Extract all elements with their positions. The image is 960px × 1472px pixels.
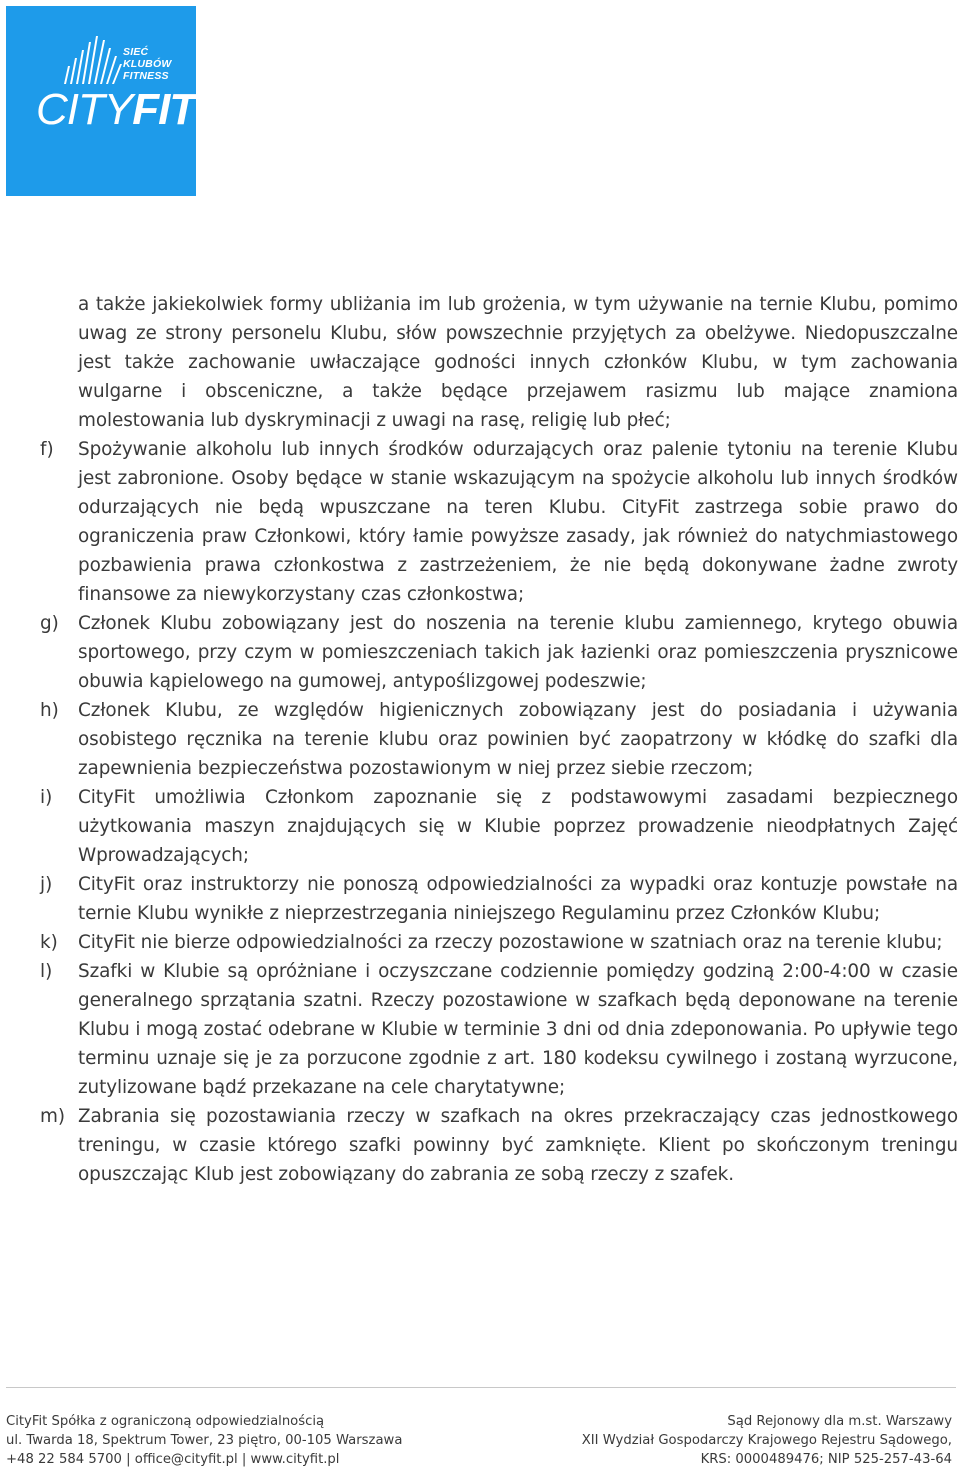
regulation-body — [40, 290, 958, 1189]
list-item-h — [40, 696, 958, 783]
logo-line-3: FITNESS — [123, 70, 169, 82]
list-item-m — [40, 1102, 958, 1189]
list-item-g — [40, 609, 958, 696]
list-item-text: Szafki w Klubie są opróżniane i oczyszczane codziennie pomiędzy godziną 2:00-4:00 w czasie generalnego sprzątania szatni. Rzeczy pozostawione w szafkach będą deponowane na terenie Klubu i mogą zostać odebrane w Klubie w terminie 3 dni od dnia zdeponowania. Po upływie tego terminu uznaje się je za porzucone zgodnie z art. 180 kodeksu cywilnego i zostaną wyrzucone, zutylizowane bądź przekazane na cele charytatywne; — [78, 961, 958, 1098]
footer-company-name: CityFit Spółka z ograniczoną odpowiedzialnością — [6, 1414, 325, 1429]
cityfit-logo — [6, 6, 196, 196]
list-marker: l) — [40, 961, 53, 982]
list-item-j — [40, 870, 958, 928]
footer-address: ul. Twarda 18, Spektrum Tower, 23 piętro, 00-105 Warszawa — [6, 1433, 403, 1448]
footer-krs-nip: KRS: 0000489476; NIP 525-257-43-64 — [700, 1452, 952, 1467]
list-item-f — [40, 435, 958, 609]
list-item-k — [40, 928, 958, 957]
footer-company-info — [6, 1412, 402, 1469]
list-marker: m) — [40, 1106, 66, 1127]
footer-divider — [6, 1387, 956, 1388]
list-marker: h) — [40, 700, 59, 721]
logo-brand-bold: FIT — [132, 85, 196, 134]
footer-registry-info — [582, 1412, 952, 1469]
list-item-text: CityFit oraz instruktorzy nie ponoszą odpowiedzialności za wypadki oraz kontuzje powstałe na ternie Klubu wynikłe z nieprzestrzegania niniejszego Regulaminu przez Członków Klubu; — [78, 874, 958, 924]
list-marker: k) — [40, 932, 58, 953]
footer-court: Sąd Rejonowy dla m.st. Warszawy — [727, 1414, 952, 1429]
logo-line-2: KLUBÓW — [123, 58, 172, 70]
list-item-text: Spożywanie alkoholu lub innych środków odurzających oraz palenie tytoniu na terenie Klubu jest zabronione. Osoby będące w stanie wskazującym na spożycie alkoholu lub innych środków odurzających nie będą wpuszczane na teren Klubu. CityFit zastrzega sobie prawo do ograniczenia praw Członkowi, który łamie powyższe zasady, jak również do natychmiastowego pozbawienia prawa członkostwa z zastrzeżeniem, że nie będą dokonywane żadne zwroty finansowe za niewykorzystany czas członkostwa; — [78, 439, 958, 605]
list-item-text: Członek Klubu zobowiązany jest do noszenia na terenie klubu zamiennego, krytego obuwia sportowego, przy czym w pomieszczeniach takich jak łazienki oraz pomieszczenia prysznicowe obuwia kąpielowego na gumowej, antypoślizgowej podeszwie; — [78, 613, 958, 692]
intro-paragraph: a także jakiekolwiek formy ubliżania im lub grożenia, w tym używanie na ternie Klubu, pomimo uwag ze strony personelu Klubu, słów powszechnie przyjętych za obelżywe. Niedopuszczalne jest także zachowanie uwłaczające godności innych członków Klubu, w tym zachowania wulgarne i obsceniczne, a także będące przejawem rasizmu lub mające znamiona molestowania lub dyskryminacji z uwagi na rasę, religię lub płeć; — [78, 294, 958, 431]
list-item-text: Członek Klubu, ze względów higienicznych zobowiązany jest do posiadania i używania osobistego ręcznika na terenie klubu oraz powinien być zaopatrzony w kłódkę do szafki dla zapewnienia bezpieczeństwa pozostawionym w niej przez siebie rzeczom; — [78, 700, 958, 779]
list-item-i — [40, 783, 958, 870]
logo-brand — [36, 86, 195, 134]
footer-contact: +48 22 584 5700 | office@cityfit.pl | www.cityfit.pl — [6, 1452, 340, 1467]
list-marker: i) — [40, 787, 53, 808]
logo-brand-light: CITY — [36, 85, 133, 134]
footer-division: XII Wydział Gospodarczy Krajowego Rejestru Sądowego, — [581, 1433, 952, 1448]
list-item-text: CityFit umożliwia Członkom zapoznanie się z podstawowymi zasadami bezpiecznego użytkowania maszyn znajdujących się w Klubie poprzez prowadzenie nieodpłatnych Zajęć Wprowadzających; — [78, 787, 958, 866]
list-item-text: CityFit nie bierze odpowiedzialności za rzeczy pozostawione w szatniach oraz na terenie klubu; — [78, 932, 943, 953]
list-marker: g) — [40, 613, 59, 634]
logo-line-1: SIEĆ — [123, 46, 149, 58]
list-item-l — [40, 957, 958, 1102]
list-marker: f) — [40, 439, 54, 460]
list-marker: j) — [40, 874, 53, 895]
list-item-text: Zabrania się pozostawiania rzeczy w szafkach na okres przekraczający czas jednostkowego treningu, w czasie którego szafki powinny być zamknięte. Klient po skończonym treningu opuszczając Klub jest zobowiązany do zabrania ze sobą rzeczy z szafek. — [78, 1106, 958, 1185]
